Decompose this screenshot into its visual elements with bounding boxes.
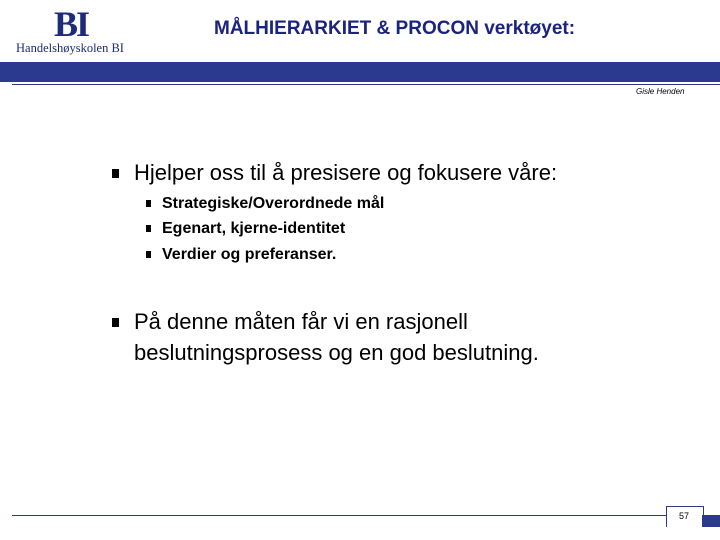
sub-bullet-text: Egenart, kjerne-identitet — [162, 220, 346, 237]
author-name: Gisle Henden — [636, 87, 685, 96]
bullet-square-icon — [112, 169, 119, 178]
bullet-square-icon — [146, 200, 151, 207]
header-rule — [12, 84, 720, 85]
bullet-text-line1: På denne måten får vi en rasjonell — [134, 309, 468, 334]
footer-bar — [702, 515, 720, 527]
page-number: 57 — [678, 511, 689, 521]
slide-title: MÅLHIERARKIET & PROCON verktøyet: — [214, 18, 576, 39]
sub-bullet-text: Verdier og preferanser. — [162, 246, 337, 263]
logo-mark: BI — [54, 4, 89, 44]
bullet-square-icon — [146, 225, 151, 232]
bullet-text-line2: beslutningsprosess og en god beslutning. — [134, 340, 539, 365]
sub-bullet-text: Strategiske/Overordnede mål — [162, 195, 385, 212]
bullet-text: Hjelper oss til å presisere og fokusere våre: — [134, 160, 558, 185]
bi-logo — [14, 6, 144, 54]
header-bar — [0, 62, 720, 82]
bullet-square-icon — [146, 251, 151, 258]
logo-text: Handelshøyskolen BI — [16, 41, 124, 55]
footer-rule — [12, 515, 666, 516]
bullet-square-icon — [112, 318, 119, 327]
